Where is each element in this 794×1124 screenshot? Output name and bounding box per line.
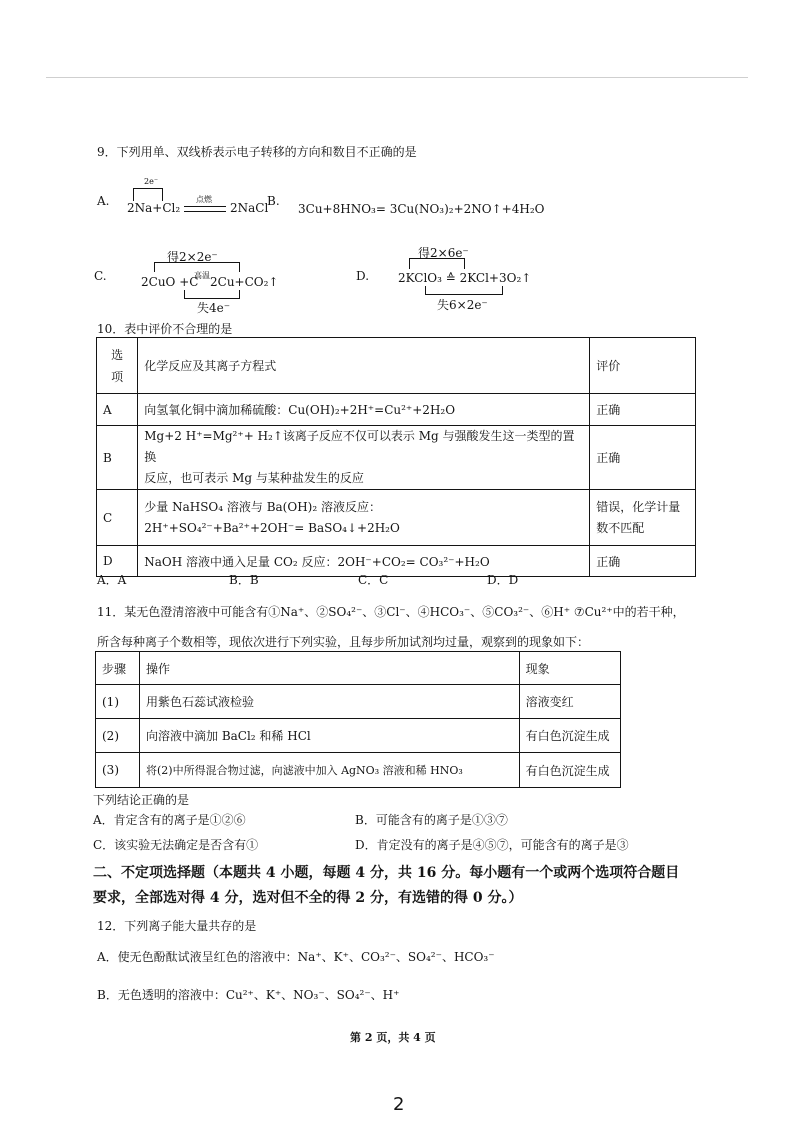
section-2-heading: 二、不定项选择题（本题共 4 小题，每题 4 分，共 16 分。每小题有一个或两个选项符合题目: [93, 865, 680, 881]
table-row: [97, 546, 696, 577]
q10-row-c-reaction: 少量 NaHSO₄ 溶液与 Ba(OH)₂ 溶液反应： 2H⁺+SO₄²⁻+Ba²⁺+2OH⁻= BaSO₄↓+2H₂O: [138, 490, 590, 546]
q10-option-a: A．A: [97, 573, 127, 587]
q9-d-gain-label: 得2×6e⁻: [418, 246, 469, 260]
q12-stem: 12．下列离子能大量共存的是: [97, 919, 257, 933]
q10-row-d-reaction: NaOH 溶液中通入足量 CO₂ 反应：2OH⁻+CO₂= CO₃²⁻+H₂O: [138, 546, 590, 577]
q9-c-eq-left: 2CuO +C: [141, 275, 199, 289]
q9-option-c-label: C.: [94, 269, 107, 283]
q10-row-d-evaluation: 正确: [590, 546, 696, 577]
q9-a-bridge-arrow: [133, 188, 163, 201]
q10-stem: 10．表中评价不合理的是: [97, 322, 233, 336]
q11-row-step: (3): [96, 753, 140, 788]
table-row: [96, 753, 621, 788]
q11-option-d: D．肯定没有的离子是④⑤⑦，可能含有的离子是③: [355, 838, 629, 852]
q9-a-reaction-sign: [184, 206, 226, 212]
q10-row-b-option: B: [97, 426, 138, 490]
q9-option-a-label: A.: [97, 194, 110, 208]
page-info: 第 2 页，共 4 页: [350, 1031, 436, 1044]
q9-option-d-label: D.: [356, 269, 370, 283]
q10-option-c: C．C: [358, 573, 389, 587]
q9-d-gain-bridge: [409, 258, 465, 269]
q9-a-eq-right: 2NaCl: [230, 201, 269, 215]
q11-row-operation: 将(2)中所得混合物过滤，向滤液中加入 AgNO₃ 溶液和稀 HNO₃: [140, 753, 520, 788]
q10-row-b-evaluation: 正确: [590, 426, 696, 490]
q10-header-evaluation: 评价: [590, 338, 696, 394]
header-rule: [46, 77, 748, 78]
q10-row-c-evaluation: 错误，化学计量 数不匹配: [590, 490, 696, 546]
q11-row-operation: 向溶液中滴加 BaCl₂ 和稀 HCl: [140, 719, 520, 753]
q11-row-step: (1): [96, 685, 140, 719]
q9-stem: 9．下列用单、双线桥表示电子转移的方向和数目不正确的是: [97, 145, 417, 159]
table-row: [96, 719, 621, 753]
section-2-instructions: 要求，全部选对得 4 分，选对但不全的得 2 分，有选错的得 0 分。）: [93, 890, 523, 906]
q9-d-loss-label: 失6×2e⁻: [437, 298, 488, 312]
q11-conclusion-prompt: 下列结论正确的是: [93, 793, 190, 807]
q11-row-observation: 有白色沉淀生成: [519, 753, 620, 788]
q11-row-observation: 溶液变红: [519, 685, 620, 719]
q10-header-reaction: 化学反应及其离子方程式: [138, 338, 590, 394]
q9-b-equation: 3Cu+8HNO₃= 3Cu(NO₃)₂+2NO↑+4H₂O: [298, 202, 545, 216]
q12-option-b: B．无色透明的溶液中：Cu²⁺、K⁺、NO₃⁻、SO₄²⁻、H⁺: [97, 988, 400, 1002]
q11-header-operation: 操作: [140, 652, 520, 685]
q10-row-a-evaluation: 正确: [590, 394, 696, 426]
table-header-row: [97, 338, 696, 394]
q11-row-step: (2): [96, 719, 140, 753]
q10-row-a-reaction: 向氢氧化铜中滴加稀硫酸：Cu(OH)₂+2H⁺=Cu²⁺+2H₂O: [138, 394, 590, 426]
q9-c-gain-label: 得2×2e⁻: [167, 250, 218, 264]
q11-header-step: 步骤: [96, 652, 140, 685]
q9-c-loss-bridge: [184, 290, 240, 299]
q10-option-d: D．D: [487, 573, 519, 587]
q12-option-a: A．使无色酚酞试液呈红色的溶液中：Na⁺、K⁺、CO₃²⁻、SO₄²⁻、HCO₃⁻: [97, 950, 495, 964]
table-row: [97, 490, 696, 546]
q9-d-loss-bridge: [425, 286, 503, 295]
q9-c-condition: 高温: [194, 271, 210, 280]
page-number: 2: [393, 1094, 405, 1115]
q9-option-b-label: B.: [267, 194, 280, 208]
q11-header-observation: 现象: [519, 652, 620, 685]
q9-a-transfer: 2e⁻: [144, 177, 159, 186]
table-header-row: [96, 652, 621, 685]
q10-header-option: 选 项: [97, 338, 138, 394]
q10-table: [96, 337, 696, 577]
q11-option-b: B．可能含有的离子是①③⑦: [355, 813, 508, 827]
q11-stem-line1: 11．某无色澄清溶液中可能含有①Na⁺、②SO₄²⁻、③Cl⁻、④HCO₃⁻、⑤CO₃²⁻、⑥H⁺ ⑦Cu²⁺中的若干种，: [97, 605, 685, 619]
q11-table: [95, 651, 621, 788]
table-row: [97, 394, 696, 426]
q10-row-c-option: C: [97, 490, 138, 546]
q9-a-condition: 点燃: [196, 195, 212, 204]
q10-option-b: B．B: [229, 573, 259, 587]
q11-row-operation: 用紫色石蕊试液检验: [140, 685, 520, 719]
q10-row-a-option: A: [97, 394, 138, 426]
table-row: [97, 426, 696, 490]
q9-c-eq-right: 2Cu+CO₂↑: [210, 275, 279, 289]
q9-c-loss-label: 失4e⁻: [197, 301, 231, 315]
q10-row-d-option: D: [97, 546, 138, 577]
q9-a-eq-left: 2Na+Cl₂: [127, 201, 181, 215]
q11-option-a: A．肯定含有的离子是①②⑥: [93, 813, 246, 827]
q10-row-b-reaction: Mg+2 H⁺=Mg²⁺+ H₂↑该离子反应不仅可以表示 Mg 与强酸发生这一类型的置换 反应，也可表示 Mg 与某种盐发生的反应: [138, 426, 590, 490]
q11-stem-line2: 所含每种离子个数相等，现依次进行下列实验，且每步所加试剂均过量，观察到的现象如下：: [97, 635, 590, 649]
q11-option-c: C．该实验无法确定是否含有①: [93, 838, 259, 852]
q11-row-observation: 有白色沉淀生成: [519, 719, 620, 753]
q9-d-equation: 2KClO₃ ≙ 2KCl+3O₂↑: [398, 271, 532, 285]
table-row: [96, 685, 621, 719]
